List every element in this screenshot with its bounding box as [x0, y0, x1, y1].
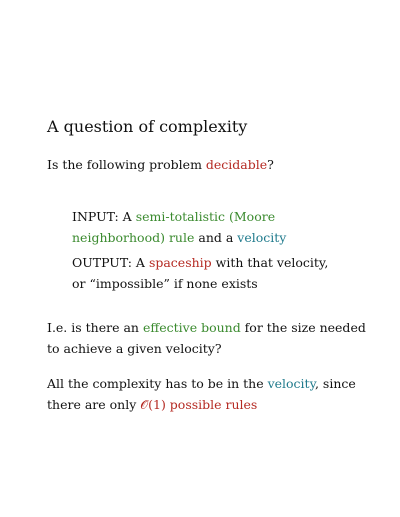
decidable-highlight: decidable [205, 157, 268, 172]
ie-size-text: for the size needed [240, 320, 366, 335]
neighborhood-rule-highlight: neighborhood) rule [72, 230, 195, 245]
input-label: INPUT: A [72, 209, 136, 224]
question-paragraph [47, 154, 274, 175]
slide-title: A question of complexity [47, 117, 248, 136]
big-o-rules-highlight: 𝒪(1) possible rules [140, 397, 258, 412]
velocity-highlight: velocity [237, 230, 287, 245]
input-block [72, 206, 286, 248]
question-text: Is the following problem [47, 157, 206, 172]
ie-line-1 [47, 317, 366, 338]
semi-totalistic-highlight: semi-totalistic (Moore [135, 209, 276, 224]
velocity-highlight-2: velocity [267, 376, 315, 391]
ie-paragraph [47, 317, 366, 359]
since-text: , since [314, 376, 356, 391]
ie-text: I.e. is there an [47, 320, 143, 335]
ie-line-2: to achieve a given velocity? [47, 341, 222, 356]
complexity-line-2 [47, 394, 356, 415]
effective-bound-highlight: effective bound [142, 320, 241, 335]
question-mark: ? [267, 157, 274, 172]
output-line-1 [72, 252, 328, 273]
output-line-2: or “impossible” if none exists [72, 276, 258, 291]
spaceship-highlight: spaceship [148, 255, 212, 270]
input-line-2 [72, 227, 286, 248]
only-text: there are only [47, 397, 141, 412]
output-velocity-text: with that velocity, [211, 255, 329, 270]
output-block [72, 252, 328, 294]
input-and-text: and a [194, 230, 238, 245]
complexity-paragraph [47, 373, 356, 415]
output-label: OUTPUT: A [72, 255, 149, 270]
input-line-1 [72, 206, 286, 227]
complexity-text: All the complexity has to be in the [47, 376, 268, 391]
complexity-line-1 [47, 373, 356, 394]
